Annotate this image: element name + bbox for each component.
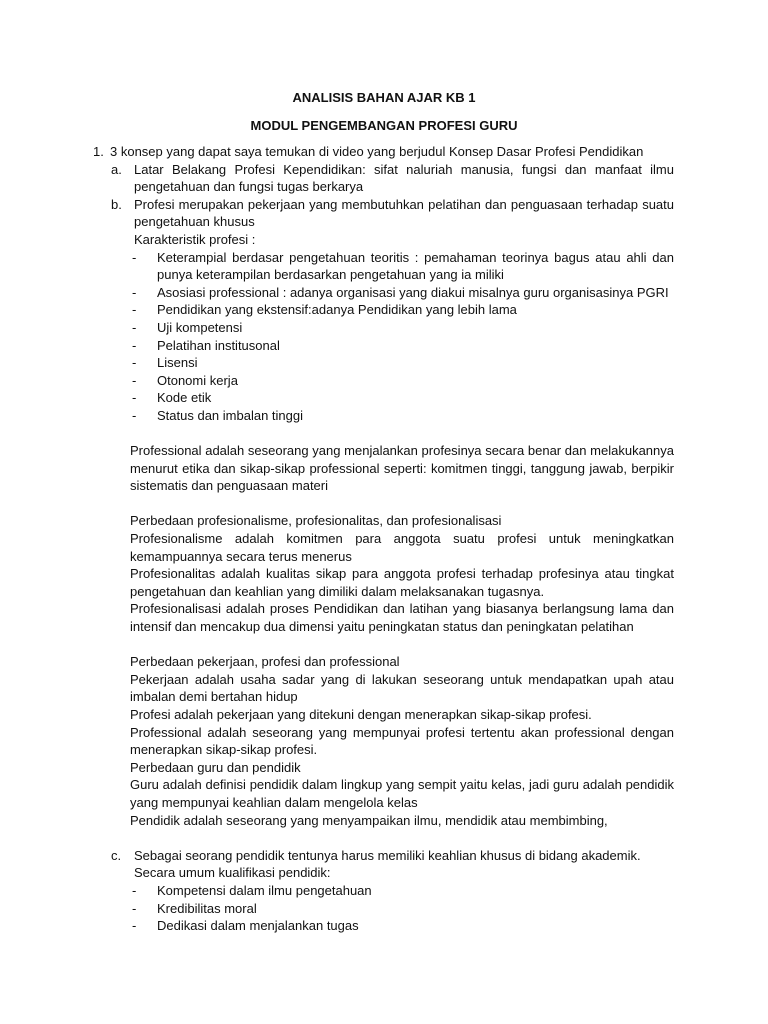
sub-item-text: Sebagai seorang pendidik tentunya harus memiliki keahlian khusus di bidang akademik. xyxy=(134,847,641,863)
bullet-item: - Pendidikan yang ekstensif:adanya Pendidikan yang lebih lama xyxy=(132,302,517,318)
paragraph: Profesionalisme adalah komitmen para anggota suatu profesi untuk meningkatkan kemampuannya secara terus menerus xyxy=(130,531,674,564)
bullet-item: - Kredibilitas moral xyxy=(132,900,257,916)
section-heading: Perbedaan guru dan pendidik xyxy=(130,759,301,775)
bullet-dash: - xyxy=(132,337,137,353)
list-item-1 xyxy=(0,143,768,161)
sub-item-text: Latar Belakang Profesi Kependidikan: sifat naluriah manusia, fungsi dan manfaat ilmu pengetahuan dan fungsi tugas berkarya xyxy=(134,161,674,195)
characteristics-heading: Karakteristik profesi : xyxy=(134,231,256,247)
bullet-dash: - xyxy=(132,319,137,335)
paragraph: Professional adalah seseorang yang mempunyai profesi tertentu akan professional dengan menerapkan sikap-sikap profesi. xyxy=(130,724,674,758)
paragraph: Profesionalitas adalah kualitas sikap para anggota profesi terhadap profesinya atau tingkat pengetahuan dan keahlian yang dimiliki dalam melaksanakan tugasnya. xyxy=(130,566,674,599)
bullet-item: - Asosiasi professional : adanya organisasi yang diakui misalnya guru organisasinya PGRI xyxy=(132,284,669,300)
sub-item-c xyxy=(0,847,768,865)
bullet-item: - Pelatihan institusonal xyxy=(132,337,280,353)
sub-item-b xyxy=(0,196,768,231)
bullet-item: - Dedikasi dalam menjalankan tugas xyxy=(132,918,359,934)
bullet-dash: - xyxy=(132,900,137,916)
paragraph: Pekerjaan adalah usaha sadar yang di lakukan seseorang untuk mendapatkan upah atau imbalan demi bertahan hidup xyxy=(130,671,674,705)
section-heading: Perbedaan pekerjaan, profesi dan professional xyxy=(130,654,400,670)
sub-item-letter: a. xyxy=(111,161,122,177)
paragraph: Guru adalah definisi pendidik dalam lingkup yang sempit yaitu kelas, jadi guru adalah pendidik yang mempunyai keahlian dalam mengelola kelas xyxy=(130,777,674,810)
sub-item-a xyxy=(0,161,768,196)
sub-item-letter: c. xyxy=(111,847,122,863)
document-title: ANALISIS BAHAN AJAR KB 1 xyxy=(292,90,476,105)
bullet-dash: - xyxy=(132,918,137,934)
section-heading: Perbedaan profesionalisme, profesionalitas, dan profesionalisasi xyxy=(130,513,502,529)
bullet-item: - Otonomi kerja xyxy=(132,372,238,388)
sub-item-letter: b. xyxy=(111,196,122,212)
bullet-dash: - xyxy=(132,407,137,423)
sub-item-text: Profesi merupakan pekerjaan yang membutuhkan pelatihan dan penguasaan terhadap suatu pengetahuan khusus xyxy=(134,196,674,230)
list-number: 1. xyxy=(93,144,104,159)
bullet-dash: - xyxy=(132,355,137,371)
paragraph: Profesionalisasi adalah proses Pendidikan dan latihan yang biasanya berlangsung lama dan intensif dan mencakup dua dimensi yaitu peningkatan status dan peningkatan pelatihan xyxy=(130,601,674,635)
bullet-item: - Lisensi xyxy=(132,355,198,371)
qualification-heading: Secara umum kualifikasi pendidik: xyxy=(134,865,331,881)
professional-paragraph: Professional adalah seseorang yang menjalankan profesinya secara benar dan melakukannya menurut etika dan sikap-sikap professional seperti: komitmen tinggi, tanggung jawab, berpikir sistematis dan penguasaan materi xyxy=(130,443,674,494)
bullet-item: - Keterampial berdasar pengetahuan teoritis : pemahaman teorinya bagus atau ahli dan punya keterampilan berdasarkan pengetahuan yang ia miliki xyxy=(132,249,674,283)
bullet-item: - Status dan imbalan tinggi xyxy=(132,407,303,423)
bullet-item: - Kompetensi dalam ilmu pengetahuan xyxy=(132,882,372,898)
bullet-dash: - xyxy=(132,882,137,898)
bullet-item: - Kode etik xyxy=(132,390,212,406)
bullet-dash: - xyxy=(132,302,137,318)
bullet-dash: - xyxy=(132,372,137,388)
bullet-dash: - xyxy=(132,284,137,300)
document-subtitle: MODUL PENGEMBANGAN PROFESI GURU xyxy=(250,118,518,133)
document-body xyxy=(0,143,768,935)
paragraph: Pendidik adalah seseorang yang menyampaikan ilmu, mendidik atau membimbing, xyxy=(130,812,608,828)
list-item-text: 3 konsep yang dapat saya temukan di video yang berjudul Konsep Dasar Profesi Pendidikan xyxy=(110,144,644,159)
paragraph: Profesi adalah pekerjaan yang ditekuni dengan menerapkan sikap-sikap profesi. xyxy=(130,707,592,722)
bullet-dash: - xyxy=(132,390,137,406)
bullet-dash: - xyxy=(132,249,137,265)
bullet-item: - Uji kompetensi xyxy=(132,319,243,335)
